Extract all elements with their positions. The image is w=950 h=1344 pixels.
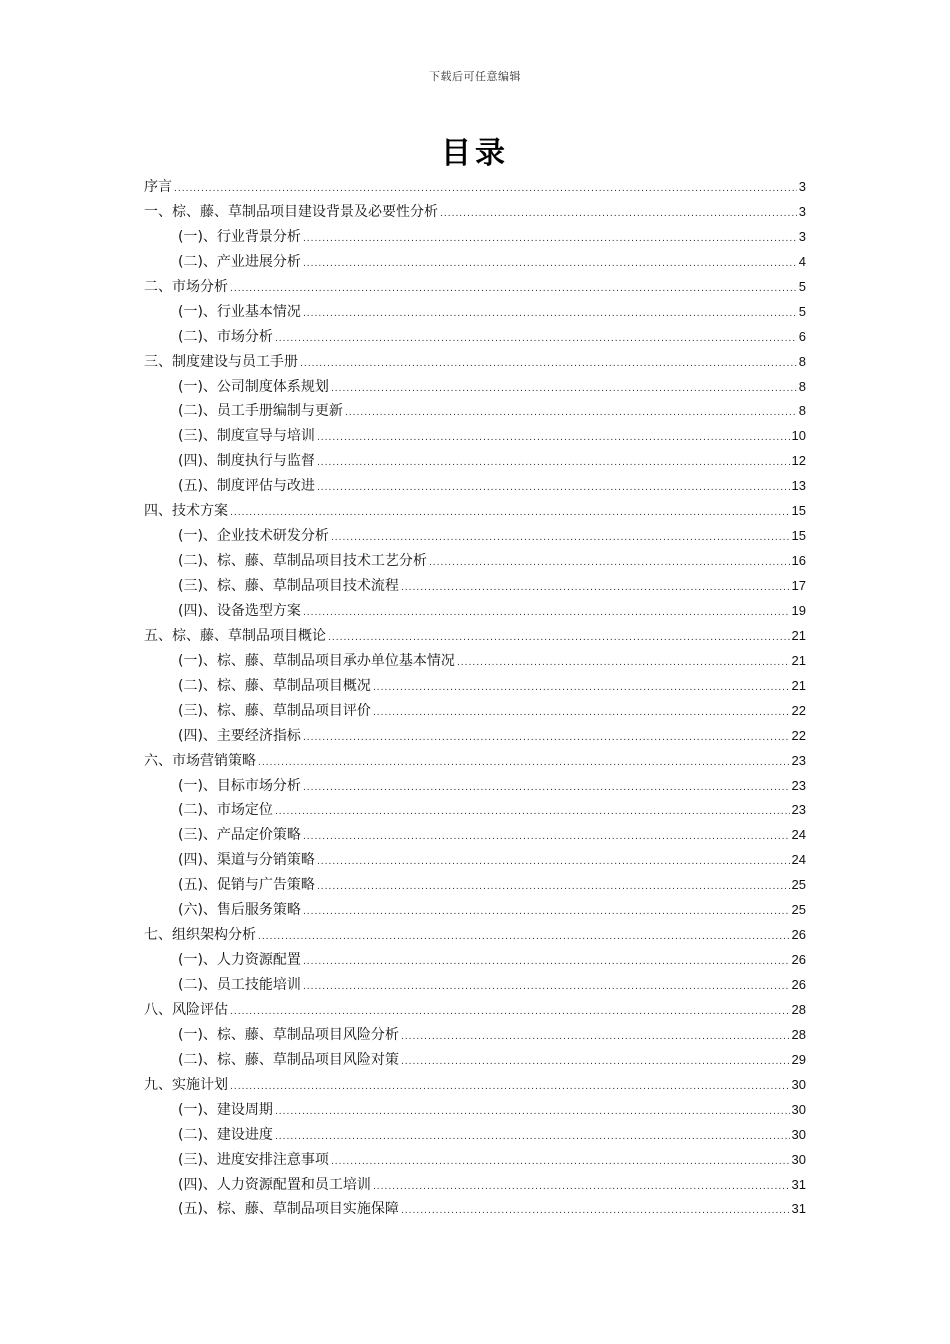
toc-page-number: 16: [791, 553, 806, 569]
toc-subsection-link[interactable]: [144, 300, 806, 325]
toc-dot-leader: [230, 1000, 790, 1025]
toc-subsection-link[interactable]: [144, 774, 806, 799]
toc-dot-leader: [300, 352, 797, 377]
toc-dot-leader: [457, 651, 790, 676]
toc-subsection-link[interactable]: [144, 823, 806, 848]
toc-entry-label: (四)、人力资源配置和员工培训: [178, 1176, 371, 1193]
toc-page-number: 22: [791, 727, 806, 743]
toc-subsection-link[interactable]: [144, 873, 806, 898]
toc-entry-label: (一)、企业技术研发分析: [178, 528, 329, 545]
toc-page-number: 23: [791, 777, 806, 793]
toc-page-number: 24: [791, 852, 806, 868]
toc-page-number: 21: [791, 627, 806, 643]
toc-entry-label: (二)、建设进度: [178, 1126, 273, 1143]
toc-dot-leader: [317, 875, 790, 900]
toc-subsection-link[interactable]: [144, 549, 806, 574]
toc-page-number: 8: [798, 403, 806, 419]
toc-title: 目录: [441, 136, 509, 171]
toc-subsection-link[interactable]: [144, 948, 806, 973]
toc-page-number: 5: [798, 303, 806, 319]
toc-dot-leader: [303, 975, 790, 1000]
toc-page-number: 30: [791, 1101, 806, 1117]
toc-entry-label: (一)、公司制度体系规划: [178, 378, 329, 395]
toc-subsection-link[interactable]: [144, 848, 806, 873]
toc-subsection-link[interactable]: [144, 1098, 806, 1123]
toc-dot-leader: [440, 202, 797, 227]
toc-entry-label: (六)、售后服务策略: [178, 902, 301, 919]
toc-page-number: 22: [791, 702, 806, 718]
toc-page-number: 31: [791, 1176, 806, 1192]
toc-page-number: 10: [791, 428, 806, 444]
toc-entry-label: (一)、建设周期: [178, 1101, 273, 1118]
toc-subsection-link[interactable]: [144, 375, 806, 400]
toc-dot-leader: [331, 1150, 790, 1175]
toc-subsection-link[interactable]: [144, 225, 806, 250]
toc-entry-label: (一)、棕、藤、草制品项目承办单位基本情况: [178, 652, 455, 669]
toc-entry-label: (三)、制度宣导与培训: [178, 428, 315, 445]
toc-page-number: 21: [791, 652, 806, 668]
toc-entry-label: 序言: [144, 179, 172, 195]
toc-entry-label: 九、实施计划: [144, 1076, 228, 1093]
toc-section-link[interactable]: [144, 923, 806, 948]
toc-section-link[interactable]: [144, 998, 806, 1023]
toc-dot-leader: [317, 850, 790, 875]
toc-page-number: 17: [791, 578, 806, 593]
toc-subsection-link[interactable]: [144, 1197, 806, 1222]
toc-entry-label: (四)、主要经济指标: [178, 727, 301, 744]
toc-dot-leader: [275, 1100, 790, 1125]
toc-dot-leader: [230, 277, 797, 302]
toc-section-link[interactable]: [144, 749, 806, 774]
toc-page-number: 30: [791, 1151, 806, 1167]
toc-section-link[interactable]: [144, 275, 806, 300]
toc-entry-label: 八、风险评估: [144, 1001, 228, 1018]
toc-subsection-link[interactable]: [144, 574, 806, 599]
toc-dot-leader: [258, 751, 790, 776]
toc-page-number: 3: [798, 179, 806, 194]
toc-entry-label: 四、技术方案: [144, 503, 228, 520]
toc-dot-leader: [345, 401, 797, 426]
toc-dot-leader: [303, 726, 790, 751]
toc-page-number: 5: [798, 278, 806, 294]
toc-subsection-link[interactable]: [144, 674, 806, 699]
toc-dot-leader: [303, 302, 797, 327]
toc-page-number: 6: [798, 328, 806, 344]
toc-subsection-link[interactable]: [144, 973, 806, 998]
toc-dot-leader: [429, 551, 790, 576]
toc-dot-leader: [373, 1175, 790, 1200]
toc-dot-leader: [258, 925, 790, 950]
toc-subsection-link[interactable]: [144, 474, 806, 499]
toc-dot-leader: [303, 776, 790, 801]
toc-section-link[interactable]: [144, 1073, 806, 1098]
toc-page-number: 23: [791, 752, 806, 768]
toc-entry-label: (一)、目标市场分析: [178, 777, 301, 794]
toc-entry-label: (二)、员工手册编制与更新: [178, 403, 343, 420]
toc-dot-leader: [303, 601, 790, 626]
toc-entry-label: 二、市场分析: [144, 278, 228, 295]
toc-page-number: 31: [791, 1201, 806, 1217]
toc-entry-label: (四)、渠道与分销策略: [178, 852, 315, 869]
toc-page-number: 13: [791, 478, 806, 494]
toc-section-link[interactable]: [144, 624, 806, 649]
toc-page-number: 26: [791, 977, 806, 992]
toc-subsection-link[interactable]: [144, 1123, 806, 1148]
toc-page-number: 26: [791, 952, 806, 968]
toc-page-number: 3: [798, 228, 806, 244]
toc-entry-label: (二)、市场分析: [178, 328, 273, 345]
toc-entry-label: (二)、棕、藤、草制品项目风险对策: [178, 1051, 399, 1068]
toc-page-number: 12: [791, 453, 806, 469]
toc-entry-label: (二)、产业进展分析: [178, 253, 301, 270]
table-of-contents: [144, 175, 806, 1222]
toc-page-number: 8: [798, 378, 806, 394]
toc-entry-label: (一)、行业背景分析: [178, 228, 301, 245]
toc-entry-label: (五)、制度评估与改进: [178, 478, 315, 495]
toc-page-number: 4: [798, 253, 806, 269]
toc-page-number: 28: [791, 1026, 806, 1042]
toc-section-link[interactable]: [144, 350, 806, 375]
toc-page-number: 28: [791, 1001, 806, 1017]
toc-entry-label: (三)、进度安排注意事项: [178, 1151, 329, 1168]
toc-entry-label: (一)、行业基本情况: [178, 303, 301, 320]
toc-subsection-link[interactable]: [144, 699, 806, 724]
toc-dot-leader: [230, 1075, 790, 1100]
toc-entry-label: (一)、棕、藤、草制品项目风险分析: [178, 1026, 399, 1043]
toc-page-number: 15: [791, 503, 806, 519]
toc-entry-label: 一、棕、藤、草制品项目建设背景及必要性分析: [144, 203, 438, 220]
toc-entry-label: (二)、市场定位: [178, 802, 273, 819]
toc-page-number: 26: [791, 927, 806, 943]
toc-subsection-link[interactable]: [144, 1148, 806, 1173]
toc-page-number: 3: [798, 203, 806, 219]
toc-page-number: 25: [791, 902, 806, 918]
toc-page-number: 30: [791, 1126, 806, 1142]
toc-dot-leader: [230, 501, 790, 526]
toc-dot-leader: [317, 476, 790, 501]
toc-dot-leader: [303, 900, 790, 925]
toc-dot-leader: [331, 526, 790, 551]
toc-page-number: 24: [791, 827, 806, 843]
toc-page-number: 8: [798, 353, 806, 369]
toc-entry-label: 三、制度建设与员工手册: [144, 353, 298, 370]
toc-dot-leader: [275, 800, 790, 825]
toc-dot-leader: [303, 950, 790, 975]
toc-dot-leader: [174, 177, 797, 202]
toc-entry-label: (二)、棕、藤、草制品项目技术工艺分析: [178, 553, 427, 570]
toc-subsection-link[interactable]: [144, 399, 806, 424]
toc-subsection-link[interactable]: [144, 449, 806, 474]
toc-entry-label: 五、棕、藤、草制品项目概论: [144, 627, 326, 644]
toc-subsection-link[interactable]: [144, 325, 806, 350]
toc-entry-label: (四)、制度执行与监督: [178, 453, 315, 470]
toc-dot-leader: [275, 1125, 790, 1150]
toc-subsection-link[interactable]: [144, 1173, 806, 1198]
toc-subsection-link[interactable]: [144, 599, 806, 624]
toc-page-number: 29: [791, 1051, 806, 1067]
toc-dot-leader: [401, 1025, 790, 1050]
toc-subsection-link[interactable]: [144, 250, 806, 275]
toc-subsection-link[interactable]: [144, 524, 806, 549]
toc-entry-label: 七、组织架构分析: [144, 927, 256, 944]
toc-entry-label: (二)、棕、藤、草制品项目概况: [178, 677, 371, 694]
toc-page-number: 25: [791, 877, 806, 893]
toc-page-number: 23: [791, 802, 806, 818]
toc-entry-label: (三)、棕、藤、草制品项目评价: [178, 702, 371, 719]
toc-section-link[interactable]: [144, 499, 806, 524]
toc-page-number: 30: [791, 1076, 806, 1092]
toc-entry-label: (一)、人力资源配置: [178, 952, 301, 969]
toc-dot-leader: [401, 576, 790, 601]
toc-page-number: 21: [791, 677, 806, 693]
toc-subsection-link[interactable]: [144, 649, 806, 674]
toc-entry-label: (二)、员工技能培训: [178, 977, 301, 993]
toc-entry-label: (三)、棕、藤、草制品项目技术流程: [178, 578, 399, 594]
toc-section-link[interactable]: [144, 200, 806, 225]
toc-subsection-link[interactable]: [144, 898, 806, 923]
toc-dot-leader: [303, 252, 797, 277]
toc-dot-leader: [275, 327, 797, 352]
toc-dot-leader: [317, 451, 790, 476]
toc-dot-leader: [317, 426, 790, 451]
toc-subsection-link[interactable]: [144, 1023, 806, 1048]
toc-subsection-link[interactable]: [144, 724, 806, 749]
toc-dot-leader: [328, 626, 790, 651]
toc-entry-label: (五)、促销与广告策略: [178, 877, 315, 894]
toc-subsection-link[interactable]: [144, 424, 806, 449]
toc-dot-leader: [401, 1199, 790, 1224]
toc-entry-label: (五)、棕、藤、草制品项目实施保障: [178, 1201, 399, 1218]
toc-entry-label: (四)、设备选型方案: [178, 602, 301, 619]
toc-dot-leader: [373, 701, 790, 726]
page-header-note: 下载后可任意编辑: [429, 70, 521, 83]
toc-dot-leader: [373, 676, 790, 701]
toc-dot-leader: [303, 825, 790, 850]
toc-dot-leader: [401, 1050, 790, 1075]
toc-page-number: 19: [791, 602, 806, 618]
toc-subsection-link[interactable]: [144, 1048, 806, 1073]
toc-dot-leader: [303, 227, 797, 252]
toc-subsection-link[interactable]: [144, 798, 806, 823]
toc-dot-leader: [331, 377, 797, 402]
toc-entry-label: 六、市场营销策略: [144, 752, 256, 769]
toc-section-link[interactable]: [144, 175, 806, 200]
toc-entry-label: (三)、产品定价策略: [178, 827, 301, 844]
toc-page-number: 15: [791, 528, 806, 544]
